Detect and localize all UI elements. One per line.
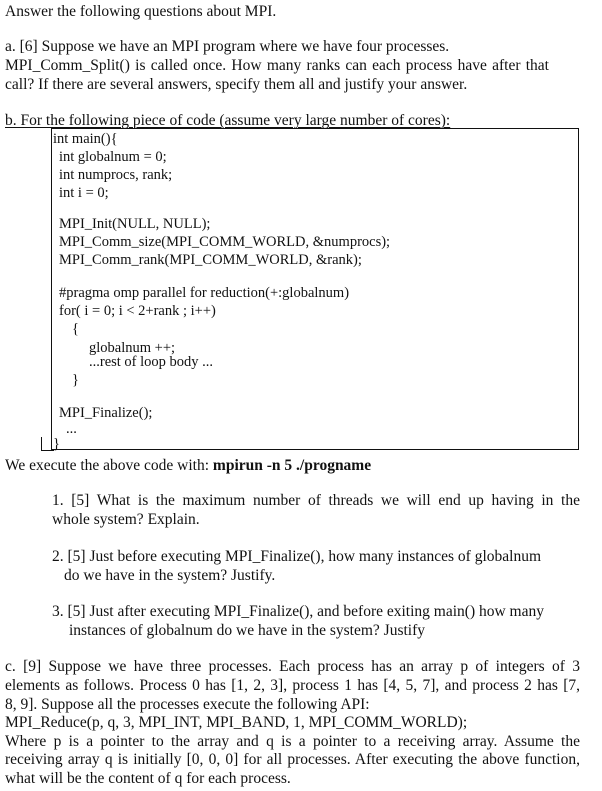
code-line-12: ...rest of loop body ... — [89, 354, 214, 370]
part-a-line-2: MPI_Comm_Split() is called once. How many ranks can each process have after that — [5, 57, 549, 74]
part-c-line-7: what will be the content of q for each process. — [5, 770, 291, 787]
execute-command: mpirun -n 5 ./progname — [212, 457, 372, 474]
code-line-11: globalnum ++; — [89, 340, 176, 356]
code-line-16: } — [53, 436, 60, 452]
question-2-line-2: do we have in the system? Justify. — [64, 567, 276, 584]
code-line-2: int globalnum = 0; — [59, 149, 167, 165]
code-line-8: #pragma omp parallel for reduction(+:globalnum) — [59, 285, 350, 301]
code-line-15: ... — [66, 421, 77, 437]
part-c-line-3: 8, 9]. Suppose all the processes execute the following API: — [5, 696, 370, 713]
question-3-line-2: instances of globalnum do we have in the system? Justify — [69, 622, 426, 639]
part-c-line-6: receiving array q is initially [0, 0, 0] for all processes. After executing the above function, — [5, 751, 580, 768]
question-2-line-1: 2. [5] Just before executing MPI_Finalize(), how many instances of globalnum — [52, 548, 541, 565]
part-c-line-5: Where p is a pointer to the array and q is a pointer to a receiving array. Assume the — [5, 733, 580, 750]
question-1-line-1: 1. [5] What is the maximum number of threads we will end up having in the — [52, 492, 580, 509]
part-b-heading: b. For the following piece of code (assume very large number of cores): — [5, 112, 451, 129]
code-line-13: } — [72, 372, 79, 388]
code-line-7: MPI_Comm_rank(MPI_COMM_WORLD, &rank); — [59, 252, 362, 268]
part-a-line-3: call? If there are several answers, specify them all and justify your answer. — [5, 76, 468, 93]
question-3-line-1: 3. [5] Just after executing MPI_Finalize(), and before exiting main() how many — [52, 603, 544, 620]
execute-prefix: We execute the above code with: — [5, 457, 213, 474]
code-line-6: MPI_Comm_size(MPI_COMM_WORLD, &numprocs); — [59, 234, 391, 250]
code-line-4: int i = 0; — [59, 185, 109, 201]
part-a-line-1: a. [6] Suppose we have an MPI program where we have four processes. — [5, 38, 450, 55]
part-c-line-4: MPI_Reduce(p, q, 3, MPI_INT, MPI_BAND, 1, MPI_COMM_WORLD); — [5, 714, 468, 731]
code-line-10: { — [72, 321, 79, 337]
part-c-line-2: elements as follows. Process 0 has [1, 2, 3], process 1 has [4, 5, 7], and process 2 has [7, — [5, 677, 580, 694]
question-1-line-2: whole system? Explain. — [52, 511, 200, 528]
code-line-14: MPI_Finalize(); — [59, 405, 153, 421]
execute-line — [5, 457, 371, 475]
code-line-5: MPI_Init(NULL, NULL); — [59, 216, 211, 232]
code-line-3: int numprocs, rank; — [59, 167, 173, 183]
part-c-line-1: c. [9] Suppose we have three processes. Each process has an array p of integers of 3 — [5, 658, 580, 675]
code-line-9: for( i = 0; i < 2+rank ; i++) — [59, 303, 216, 319]
intro-text: Answer the following questions about MPI. — [5, 3, 277, 20]
code-line-1: int main(){ — [53, 131, 118, 147]
